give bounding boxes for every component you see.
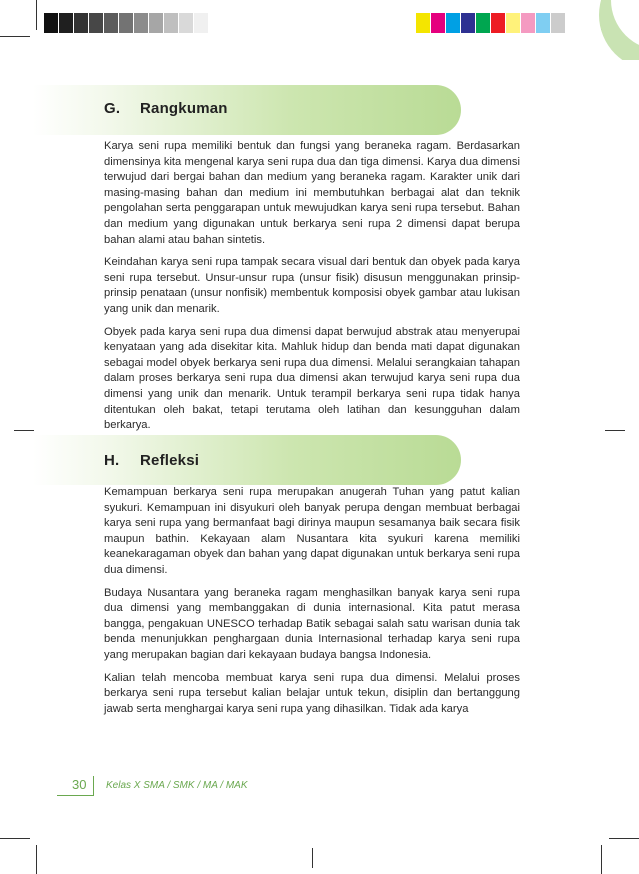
- color-swatch: [89, 13, 104, 33]
- color-swatch: [179, 13, 194, 33]
- book-title: Kelas X SMA / SMK / MA / MAK: [106, 780, 248, 791]
- paragraph: Budaya Nusantara yang beraneka ragam menghasilkan banyak karya seni rupa dua dimensi yang membanggakan di dunia internasional. Kita patut merasa bangga, pengakuan UNESCO terhadap Batik sebagai salah satu warisan dunia tak benda menunjukkan penghargaan dunia Internasional terhadap karya seni rupa yang merupakan bagian dari kekayaan budaya bangsa Indonesia.: [104, 586, 520, 661]
- registration-mark: [14, 430, 34, 431]
- section-h-title-text: Refleksi: [140, 452, 200, 469]
- color-swatch: [104, 13, 119, 33]
- color-swatch: [461, 13, 476, 33]
- color-swatch: [74, 13, 89, 33]
- color-swatch: [446, 13, 461, 33]
- footer-rule: [57, 795, 93, 796]
- section-g-header-band: [33, 85, 461, 135]
- color-swatch: [119, 13, 134, 33]
- section-g-title: [104, 100, 228, 117]
- color-swatch: [149, 13, 164, 33]
- color-swatch: [59, 13, 74, 33]
- section-g-title-text: Rangkuman: [140, 100, 228, 117]
- crop-mark: [601, 845, 602, 874]
- crop-mark: [36, 845, 37, 874]
- paragraph: Obyek pada karya seni rupa dua dimensi dapat berwujud abstrak atau menyerupai kenyataan yang ada disekitar kita. Mahluk hidup dan benda mati dapat digunakan sebagai model obyek berkarya seni rupa dua dimensi. Melalui serangkaian tahapan dalam proses berkarya seni rupa dua dimensi akan terwujud karya seni rupa dua dimensi yang unik dan menarik. Untuk terampil berkarya seni rupa tidak hanya ditentukan oleh bakat, tetapi terutama oleh latihan dan kesungguhan dalam berkarya.: [104, 325, 520, 432]
- color-swatch: [476, 13, 491, 33]
- crop-mark: [0, 838, 30, 839]
- color-swatch: [521, 13, 536, 33]
- decorative-corner: [579, 0, 639, 60]
- color-swatch: [194, 13, 209, 33]
- section-h-content: [104, 485, 520, 724]
- section-g-number: G.: [104, 100, 121, 117]
- color-swatch: [164, 13, 179, 33]
- footer-divider: [93, 776, 94, 796]
- page-number: 30: [72, 777, 87, 792]
- color-calibration-bar: [416, 13, 566, 33]
- crop-mark: [0, 36, 30, 37]
- color-swatch: [551, 13, 566, 33]
- section-h-number: H.: [104, 452, 120, 469]
- color-swatch: [134, 13, 149, 33]
- grayscale-bar: [44, 13, 209, 33]
- registration-mark: [312, 848, 313, 868]
- color-swatch: [536, 13, 551, 33]
- crop-mark: [36, 0, 37, 30]
- registration-mark: [605, 430, 625, 431]
- paragraph: Kemampuan berkarya seni rupa merupakan anugerah Tuhan yang patut kalian syukuri. Kemampuan ini disyukuri oleh banyak perupa dengan membuat berbagai karya seni rupa yang bermanfaat bagi dirinya maupun sesamanya baik secara fisik maupun bathin. Kekayaan alam Nusantara kita syukuri karena memiliki keanekaragaman obyek dan bahan yang dapat digunakan untuk berkarya seni rupa dua dimensi.: [104, 486, 520, 576]
- color-swatch: [431, 13, 446, 33]
- section-h-title: [104, 452, 199, 469]
- paragraph: Kalian telah mencoba membuat karya seni rupa dua dimensi. Melalui proses berkarya seni rupa tersebut kalian belajar untuk tekun, disiplin dan bertanggung jawab serta menghargai karya seni rupa yang dihasilkan. Tidak ada karya: [104, 671, 520, 715]
- crop-mark: [609, 838, 639, 839]
- color-swatch: [491, 13, 506, 33]
- section-g-content: [104, 139, 520, 441]
- section-h-header-band: [33, 435, 461, 485]
- paragraph: Karya seni rupa memiliki bentuk dan fungsi yang beraneka ragam. Berdasarkan dimensinya kita mengenal karya seni rupa dua dan tiga dimensi. Karya dua dimensi terwujud dari bergai bahan dan medium yang beraneka ragam. Karakter unik dari masing-masing bahan dan medium ini membutuhkan berbagai alat dan teknik pengolahan serta penggarapan untuk mewujudkan karya seni rupa tersebut. Bahan dan medium yang digunakan untuk berkarya seni rupa 2 dimensi dapat berupa bahan alami atau bahan sintetis.: [104, 140, 520, 246]
- color-swatch: [44, 13, 59, 33]
- color-swatch: [506, 13, 521, 33]
- paragraph: Keindahan karya seni rupa tampak secara visual dari bentuk dan obyek pada karya seni rupa tersebut. Unsur-unsur rupa (unsur fisik) disusun menggunakan prinsip-prinsip penataan (unsur nonfisik) membentuk komposisi obyek gambar atau lukisan yang unik dan menarik.: [104, 256, 520, 315]
- color-swatch: [416, 13, 431, 33]
